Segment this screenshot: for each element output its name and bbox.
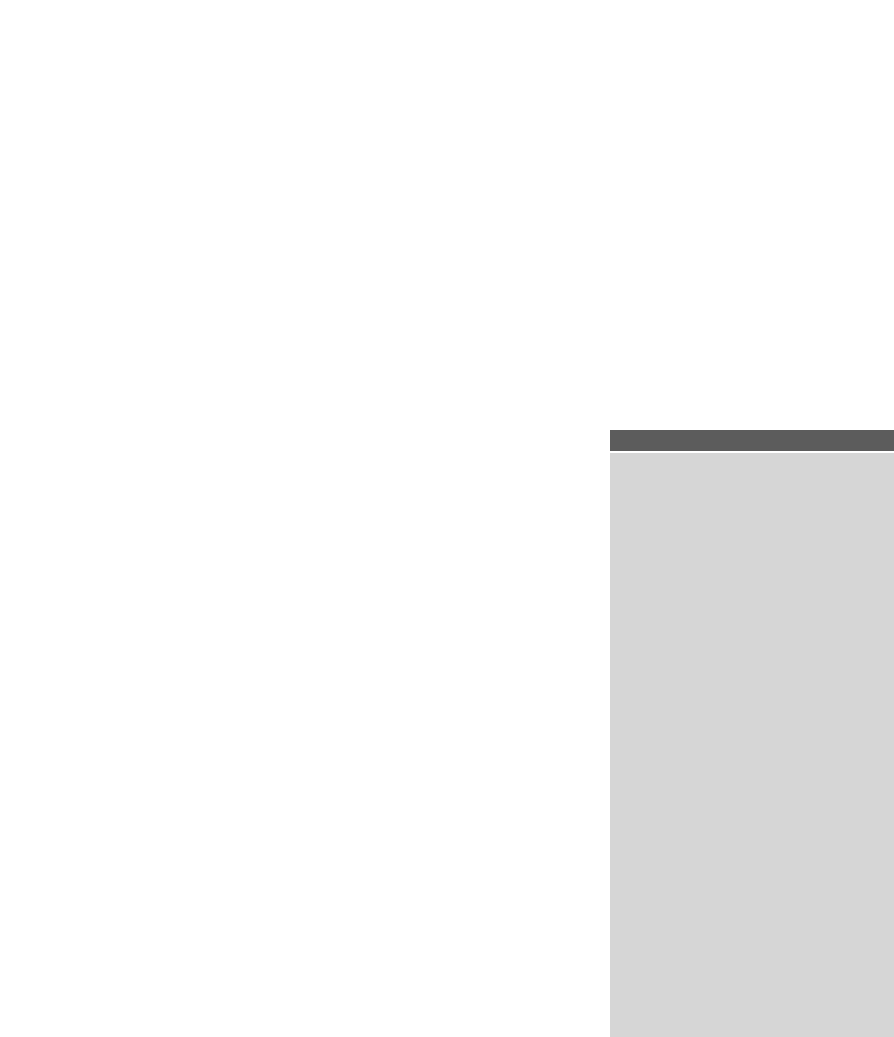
mechanical-size-panel [610, 453, 894, 1037]
mechanical-size-header [610, 430, 894, 451]
mechanical-drawings [610, 453, 894, 1037]
